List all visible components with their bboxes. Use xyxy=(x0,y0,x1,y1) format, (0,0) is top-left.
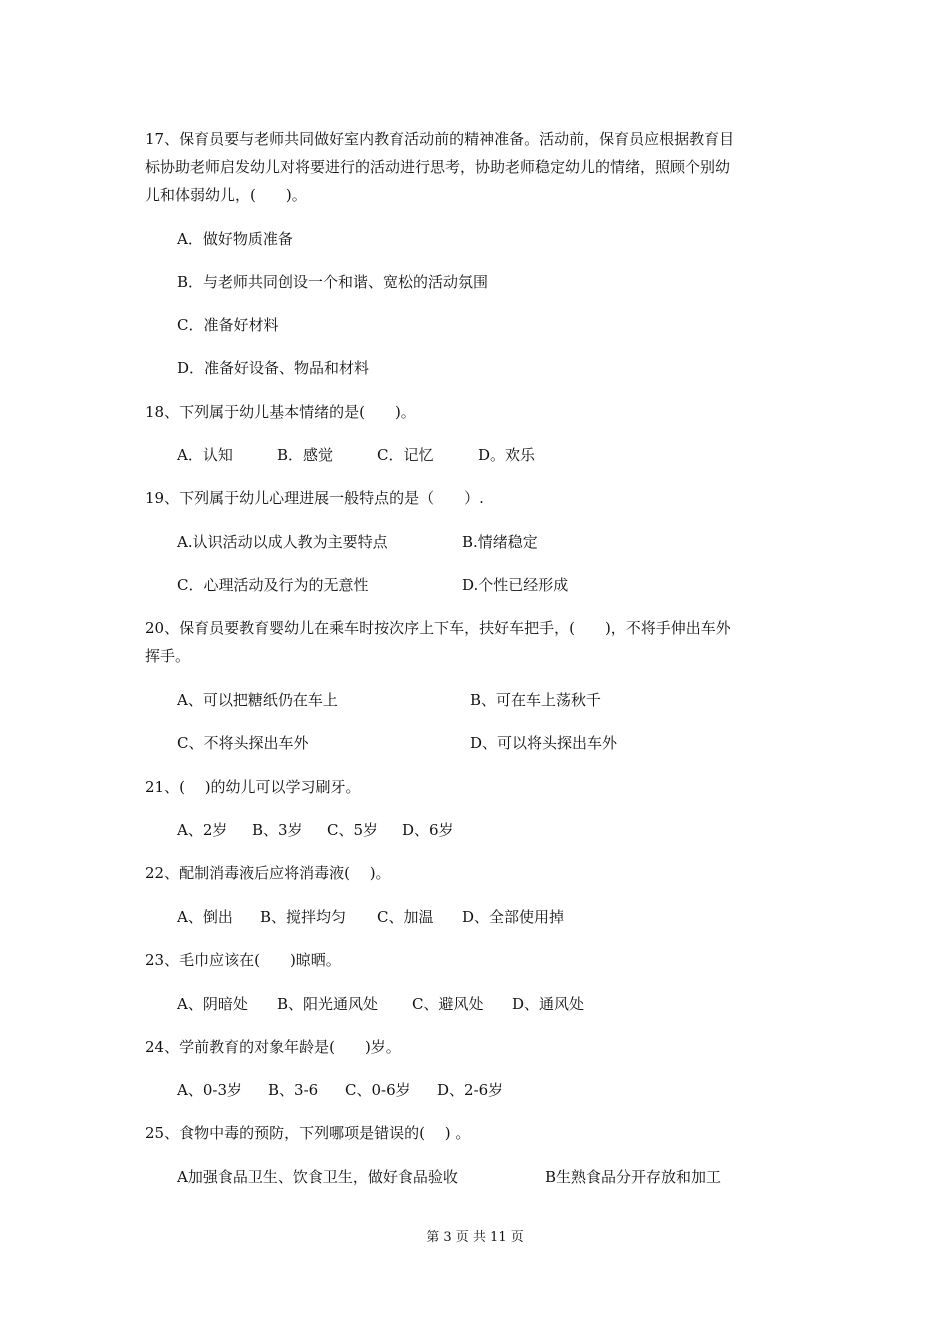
question-25-option-b: B生熟食品分开存放和加工 xyxy=(545,1168,722,1186)
question-21-option-d: D、6岁 xyxy=(402,821,454,839)
question-19-option-c: C．心理活动及行为的无意性 xyxy=(177,576,369,594)
question-21-option-b: B、3岁 xyxy=(252,821,303,839)
question-18-option-c: C．记忆 xyxy=(377,446,434,464)
question-19-option-b: B.情绪稳定 xyxy=(462,533,538,551)
question-17-option-d: D．准备好设备、物品和材料 xyxy=(177,359,370,377)
question-22-option-b: B、搅拌均匀 xyxy=(260,908,347,926)
question-23-option-b: B、阳光通风处 xyxy=(277,995,379,1013)
question-17-line-3: 儿和体弱幼儿，( )。 xyxy=(145,186,307,204)
question-23-option-d: D、通风处 xyxy=(512,995,585,1013)
question-20-option-a: A、可以把糖纸仍在车上 xyxy=(177,691,338,709)
question-20-option-d: D、可以将头探出车外 xyxy=(470,734,618,752)
question-21-option-a: A、2岁 xyxy=(177,821,228,839)
question-20-line-2: 挥手。 xyxy=(145,647,191,665)
question-18-option-d: D。欢乐 xyxy=(478,446,536,464)
question-23-stem: 23、毛巾应该在( )晾晒。 xyxy=(145,951,341,969)
question-17-line-2: 标协助老师启发幼儿对将要进行的活动进行思考，协助老师稳定幼儿的情绪，照顾个别幼 xyxy=(145,158,731,176)
question-25-stem: 25、食物中毒的预防，下列哪项是错误的( ) 。 xyxy=(145,1124,471,1142)
question-21-option-c: C、5岁 xyxy=(327,821,379,839)
page-number-footer: 第 3 页 共 11 页 xyxy=(426,1230,524,1245)
question-21-stem: 21、( )的幼儿可以学习刷牙。 xyxy=(145,778,361,796)
question-20-option-b: B、可在车上荡秋千 xyxy=(470,691,602,709)
question-22-option-a: A、倒出 xyxy=(177,908,233,926)
question-24-option-b: B、3-6 xyxy=(268,1081,319,1099)
question-22-option-d: D、全部使用掉 xyxy=(462,908,565,926)
question-19-option-a: A.认识活动以成人教为主要特点 xyxy=(177,533,388,551)
question-17-option-a: A．做好物质准备 xyxy=(177,230,293,248)
question-19-option-d: D.个性已经形成 xyxy=(462,576,569,594)
question-24-option-c: C、0-6岁 xyxy=(345,1081,411,1099)
question-24-option-d: D、2-6岁 xyxy=(437,1081,504,1099)
question-20-option-c: C、不将头探出车外 xyxy=(177,734,309,752)
question-22-stem: 22、配制消毒液后应将消毒液( )。 xyxy=(145,864,391,882)
question-20-line-1: 20、保育员要教育婴幼儿在乘车时按次序上下车，扶好车把手，( )，不将手伸出车外 xyxy=(145,619,731,637)
question-17-option-b: B．与老师共同创设一个和谐、宽松的活动氛围 xyxy=(177,273,489,291)
question-23-option-a: A、阴暗处 xyxy=(177,995,248,1013)
question-17-option-c: C．准备好材料 xyxy=(177,316,279,334)
question-18-option-b: B．感觉 xyxy=(277,446,334,464)
question-22-option-c: C、加温 xyxy=(377,908,434,926)
question-17-line-1: 17、保育员要与老师共同做好室内教育活动前的精神准备。活动前，保育员应根据教育目 xyxy=(145,130,735,148)
question-19-stem: 19、下列属于幼儿心理进展一般特点的是（ ）. xyxy=(145,489,484,507)
question-18-option-a: A．认知 xyxy=(177,446,233,464)
question-18-stem: 18、下列属于幼儿基本情绪的是( )。 xyxy=(145,403,416,421)
question-24-stem: 24、学前教育的对象年龄是( )岁。 xyxy=(145,1038,401,1056)
question-25-option-a: A加强食品卫生、饮食卫生，做好食品验收 xyxy=(177,1168,458,1186)
question-23-option-c: C、避风处 xyxy=(412,995,484,1013)
question-24-option-a: A、0-3岁 xyxy=(177,1081,242,1099)
